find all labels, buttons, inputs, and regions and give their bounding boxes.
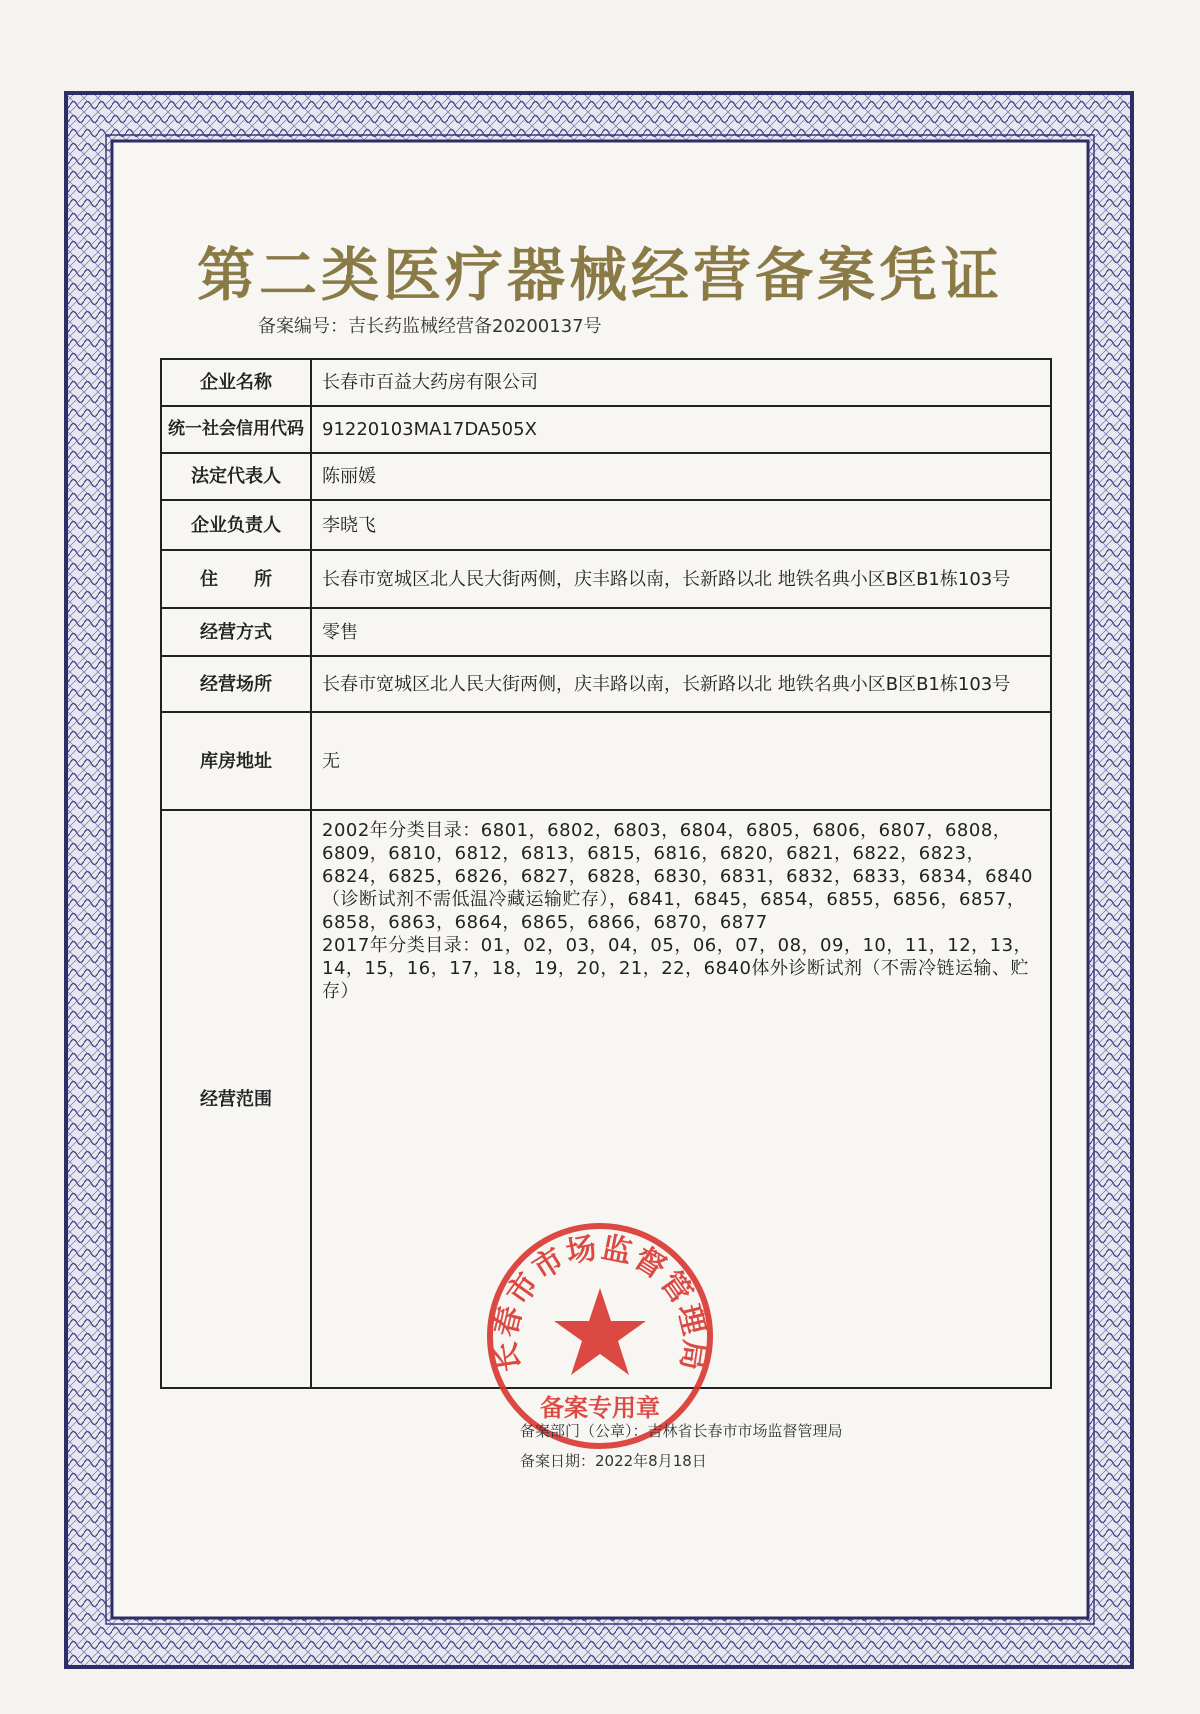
record-number-value: 吉长药监械经营备20200137号	[348, 316, 602, 337]
scope-label: 经营范围	[161, 810, 311, 1388]
warehouse-value: 无	[311, 712, 1051, 810]
person-in-charge-value: 李晓飞	[311, 500, 1051, 550]
certificate-title: 第二类医疗器械经营备案凭证	[196, 241, 1003, 309]
table-row	[161, 712, 1051, 810]
seal-text-bottom: 备案专用章	[540, 1393, 660, 1422]
official-seal	[482, 1218, 718, 1454]
warehouse-label: 库房地址	[161, 712, 311, 810]
table-row	[161, 608, 1051, 656]
legal-rep-value: 陈丽媛	[311, 453, 1051, 500]
seal-text-top: 长春市市场监督管理局	[487, 1230, 713, 1375]
credit-code-value: 91220103MA17DA505X	[311, 406, 1051, 453]
table-row	[161, 406, 1051, 453]
business-premises-label: 经营场所	[161, 656, 311, 712]
company-name-label: 企业名称	[161, 359, 311, 406]
business-premises-value: 长春市宽城区北人民大街两侧，庆丰路以南，长新路以北 地铁名典小区B区B1栋103号	[311, 656, 1051, 712]
business-mode-value: 零售	[311, 608, 1051, 656]
scope-line-2002: 2002年分类目录：6801，6802，6803，6804，6805，6806，6807，6808，6809，6810，6812，6813，6815，6816，6820，6821，6822，6823，6824，6825，6826，6827，6828，6830，6831，6832，6833，6834，6840（诊断试剂不需低温冷藏运输贮存），6841，6845，6854，6855，6856，6857，6858，6863，6864，6865，6866，6870，6877	[322, 820, 1033, 933]
person-in-charge-label: 企业负责人	[161, 500, 311, 550]
record-date: 备案日期：2022年8月18日	[520, 1452, 707, 1470]
address-label: 住 所	[161, 550, 311, 608]
table-row	[161, 500, 1051, 550]
table-row	[161, 453, 1051, 500]
record-number	[258, 312, 602, 338]
record-department: 备案部门（公章）：吉林省长春市市场监督管理局	[520, 1422, 843, 1440]
star-icon	[554, 1288, 646, 1375]
record-number-label: 备案编号：	[258, 316, 348, 337]
address-value: 长春市宽城区北人民大街两侧，庆丰路以南，长新路以北 地铁名典小区B区B1栋103号	[311, 550, 1051, 608]
scope-line-2017: 2017年分类目录：01，02，03，04，05，06，07，08，09，10，11，12，13，14，15，16，17，18，19，20，21，22，6840体外诊断试剂（不需冷链运输、贮存）	[322, 935, 1033, 1002]
company-name-value: 长春市百益大药房有限公司	[311, 359, 1051, 406]
business-mode-label: 经营方式	[161, 608, 311, 656]
table-row	[161, 359, 1051, 406]
table-row	[161, 550, 1051, 608]
legal-rep-label: 法定代表人	[161, 453, 311, 500]
table-row	[161, 656, 1051, 712]
credit-code-label: 统一社会信用代码	[161, 406, 311, 453]
